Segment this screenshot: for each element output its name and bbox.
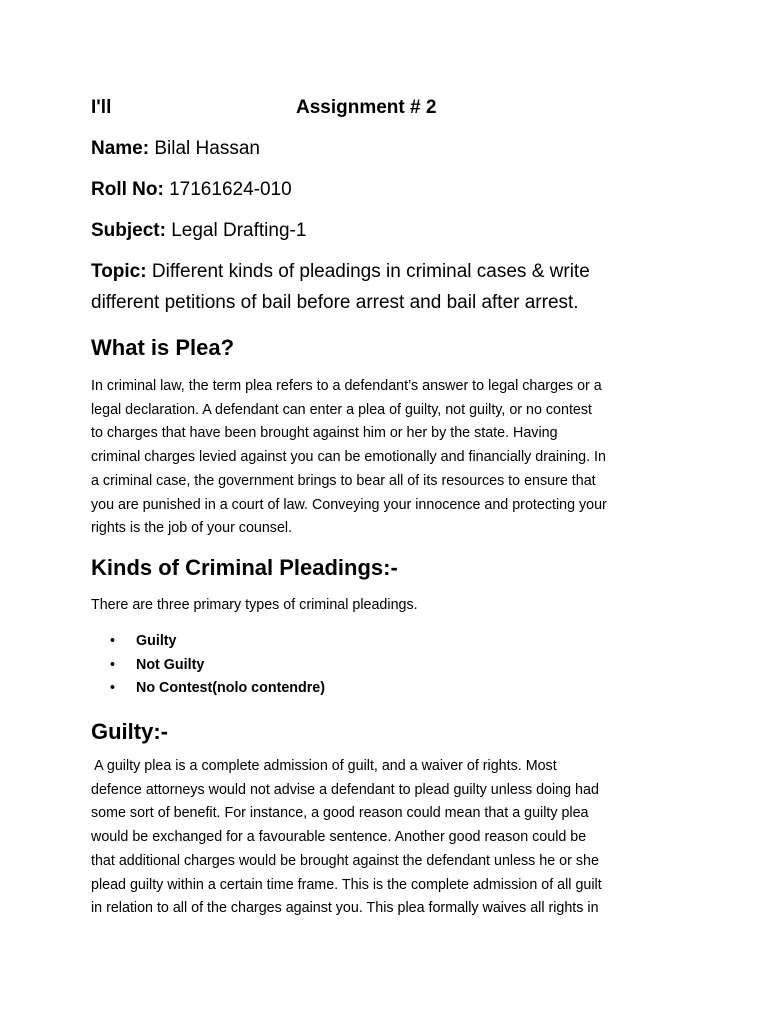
- roll-label: Roll No:: [91, 179, 164, 200]
- bullet-icon: •: [110, 633, 116, 649]
- topic-line-1: Different kinds of pleadings in criminal cases & write: [146, 261, 590, 282]
- topic-line-2: different petitions of bail before arrest and bail after arrest.: [91, 292, 579, 313]
- paragraph-line: plead guilty within a certain time frame. This is the complete admission of all guilt: [91, 876, 602, 893]
- paragraph-line: There are three primary types of criminal pleadings.: [91, 597, 418, 613]
- assignment-title: Assignment # 2: [296, 97, 437, 118]
- list-item-label: Guilty: [136, 633, 177, 649]
- list-item: [110, 677, 325, 701]
- plea-heading: What is Plea?: [91, 335, 235, 360]
- paragraph-line: in relation to all of the charges against you. This plea formally waives all rights in: [91, 900, 599, 917]
- list-item-label: No Contest(nolo contendre): [136, 680, 326, 697]
- bullet-icon: •: [110, 680, 116, 697]
- list-item: [110, 654, 325, 678]
- paragraph-line: some sort of benefit. For instance, a good reason could mean that a guilty plea: [91, 805, 589, 822]
- paragraph-line: rights is the job of your counsel.: [91, 520, 293, 537]
- pleading-types-list: [110, 630, 325, 701]
- header-left-text: I'll: [91, 97, 112, 118]
- kinds-intro: [91, 594, 691, 618]
- roll-field: [91, 179, 292, 201]
- subject-field: [91, 220, 306, 242]
- subject-value: Legal Drafting-1: [165, 220, 307, 241]
- topic-label: Topic:: [91, 261, 147, 282]
- name-field: [91, 138, 260, 160]
- paragraph-line: defence attorneys would not advise a defendant to plead guilty unless doing had: [91, 781, 599, 798]
- list-item-label: Not Guilty: [136, 656, 205, 673]
- paragraph-line: to charges that have been brought against him or her by the state. Having: [91, 425, 558, 442]
- paragraph-line: criminal charges levied against you can be emotionally and financially draining. In: [91, 449, 606, 466]
- list-item: [110, 630, 325, 654]
- paragraph-line: would be exchanged for a favourable sentence. Another good reason could be: [91, 829, 587, 846]
- paragraph-line: In criminal law, the term plea refers to a defendant’s answer to legal charges or a: [91, 378, 602, 394]
- topic-field: [91, 261, 590, 283]
- guilty-paragraph: [91, 755, 691, 921]
- paragraph-line: you are punished in a court of law. Conveying your innocence and protecting your: [91, 496, 607, 513]
- paragraph-line: legal declaration. A defendant can enter a plea of guilty, not guilty, or no contest: [91, 401, 592, 418]
- guilty-heading: Guilty:-: [91, 719, 168, 744]
- paragraph-line: A guilty plea is a complete admission of guilt, and a waiver of rights. Most: [91, 758, 557, 774]
- paragraph-line: a criminal case, the government brings to bear all of its resources to ensure that: [91, 472, 596, 489]
- subject-label: Subject:: [91, 220, 166, 241]
- kinds-heading: Kinds of Criminal Pleadings:-: [91, 555, 398, 580]
- roll-value: 17161624-010: [163, 179, 292, 200]
- bullet-icon: •: [110, 656, 116, 673]
- name-value: Bilal Hassan: [149, 138, 260, 159]
- plea-paragraph: [91, 375, 691, 541]
- paragraph-line: that additional charges would be brought against the defendant unless he or she: [91, 852, 599, 869]
- name-label: Name:: [91, 138, 150, 159]
